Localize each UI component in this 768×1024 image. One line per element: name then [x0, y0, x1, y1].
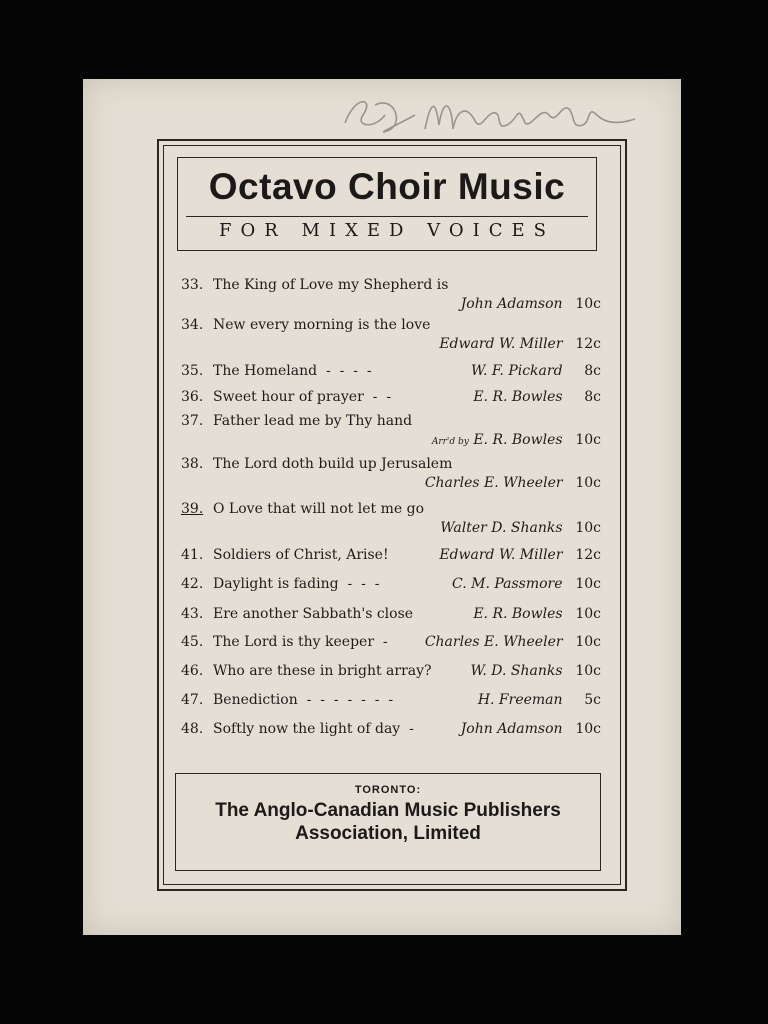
list-item: 37. Father lead me by Thy hand Arr'd by E. R. Bowles 10c	[181, 413, 601, 448]
song-list	[181, 277, 601, 740]
list-item: 46. Who are these in bright array? W. D. Shanks 10c	[181, 663, 601, 679]
list-item: 43. Ere another Sabbath's close E. R. Bowles 10c	[181, 606, 601, 622]
handwritten-signature	[335, 85, 645, 145]
list-item: 33. The King of Love my Shepherd is John Adamson 10c	[181, 277, 601, 312]
list-item: 36. Sweet hour of prayer - - E. R. Bowles 8c	[181, 389, 601, 405]
page-subtitle: FOR MIXED VOICES	[219, 220, 555, 241]
title-divider	[186, 216, 588, 217]
list-item: 39. O Love that will not let me go Walter D. Shanks 10c	[181, 501, 601, 536]
list-item: 34. New every morning is the love Edward W. Miller 12c	[181, 317, 601, 352]
list-item: 47. Benediction - - - - - - - H. Freeman 5c	[181, 692, 601, 708]
list-item: 45. The Lord is thy keeper - Charles E. Wheeler 10c	[181, 634, 601, 650]
list-item: 35. The Homeland - - - - W. F. Pickard 8c	[181, 363, 601, 379]
page-title: Octavo Choir Music	[208, 166, 566, 207]
publisher-box	[175, 773, 601, 871]
list-item: 41. Soldiers of Christ, Arise! Edward W. Miller 12c	[181, 547, 601, 563]
list-item: 42. Daylight is fading - - - C. M. Passmore 10c	[181, 576, 601, 592]
publisher-name-line1: The Anglo-Canadian Music Publishers	[215, 800, 561, 821]
title-box	[177, 157, 597, 251]
content-frame	[157, 139, 627, 891]
publisher-city: TORONTO:	[354, 784, 422, 796]
publisher-name-line2: Association, Limited	[295, 823, 481, 844]
list-item: 48. Softly now the light of day - John Adamson 10c	[181, 721, 601, 737]
sheet-music-back-cover	[83, 79, 681, 935]
list-item: 38. The Lord doth build up Jerusalem Charles E. Wheeler 10c	[181, 456, 601, 491]
